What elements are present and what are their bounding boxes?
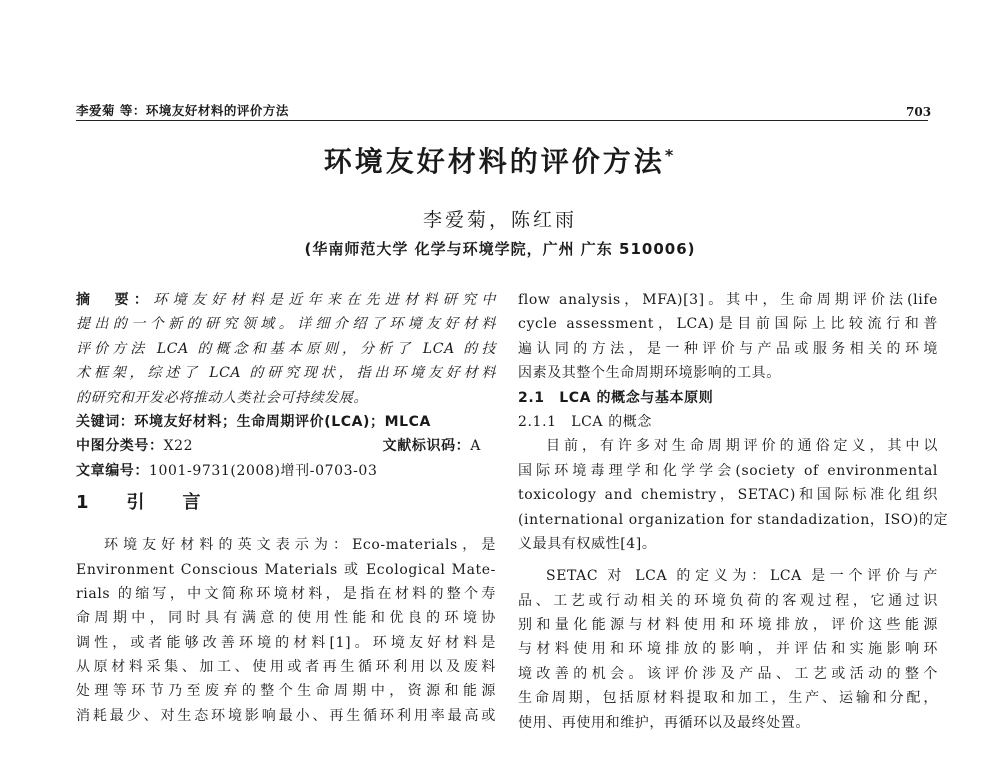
abstract-line: 的研究和开发必将推动人类社会可持续发展。	[76, 389, 368, 406]
clc-label: 中图分类号：	[76, 438, 164, 455]
body-line: 品、工艺或行动相关的环境负荷的客观过程，它通过识	[518, 592, 938, 609]
body-line: cycle assessment，LCA)是目前国际上比较流行和普	[518, 316, 938, 333]
right-column	[518, 288, 949, 735]
body-line: 命周期中，同时具有满意的使用性能和优良的环境协	[76, 610, 496, 627]
abstract-line: 摘 要：环境友好材料是近年来在先进材料研究中	[76, 292, 496, 308]
title-text: 环境友好材料的评价方法	[323, 145, 665, 178]
body-line: 从原材料采集、加工、使用或者再生循环利用以及废料	[76, 659, 496, 676]
body-line: 遍认同的方法，是一种评价与产品或服务相关的环境	[518, 340, 938, 357]
body-line: 义最具有权威性[4]。	[518, 535, 657, 552]
author-list: 李爱菊，陈红雨	[422, 209, 577, 231]
section-heading-2-1: 2.1 LCA 的概念与基本原则	[518, 389, 714, 406]
article-number	[76, 459, 496, 483]
body-line: SETAC 对 LCA 的定义为：LCA 是一个评价与产	[546, 568, 938, 585]
keywords-text: 环境友好材料；生命周期评价(LCA)；MLCA	[134, 413, 431, 430]
section-heading-intro: 1 引 言	[76, 492, 211, 514]
page-number: 703	[906, 105, 932, 119]
header-rule	[76, 120, 928, 121]
body-line: flow analysis，MFA)[3]。其中，生命周期评价法(life	[518, 292, 938, 308]
body-line: 境改善的机会。该评价涉及产品、工艺或活动的整个	[518, 665, 938, 682]
body-line: rials 的缩写，中文简称环境材料，是指在材料的整个寿	[76, 585, 496, 602]
abstract-label: 摘 要：	[76, 292, 154, 308]
body-line: 目前，有许多对生命周期评价的通俗定义，其中以	[546, 438, 938, 455]
body-line: 消耗最少、对生态环境影响最小、再生循环利用率最高或	[76, 707, 496, 724]
body-line: 因素及其整个生命周期环境影响的工具。	[518, 365, 781, 382]
abstract-line: 术框架，综述了 LCA 的研究现状，指出环境友好材料	[76, 365, 496, 382]
abstract-line: 提出的一个新的研究领域。详细介绍了环境友好材料	[76, 316, 496, 333]
body-line: 国际环境毒理学和化学学会(society of environmental	[518, 462, 938, 479]
body-line: 处理等环节乃至废弃的整个生命周期中，资源和能源	[76, 683, 496, 700]
keywords	[76, 410, 496, 434]
title-footnote-mark: *	[664, 145, 677, 165]
abstract-line: 评价方法 LCA 的概念和基本原则，分析了 LCA 的技	[76, 340, 496, 357]
affiliation: (华南师范大学 化学与环境学院，广州 广东 510006)	[304, 240, 696, 258]
body-line: 环境友好材料的英文表示为：Eco-materials，是	[104, 537, 496, 554]
classification-row	[76, 434, 481, 458]
keywords-label: 关键词：	[76, 413, 135, 430]
article-number-value: 1001-9731(2008)增刊-0703-03	[149, 462, 378, 479]
body-line: 与材料使用和环境排放的影响，并评估和实施影响环	[518, 641, 938, 658]
section-heading-2-1-1: 2.1.1 LCA 的概念	[518, 413, 652, 430]
doc-code-value: A	[470, 438, 481, 455]
article-title	[0, 140, 1000, 180]
article-number-label: 文章编号：	[76, 462, 149, 479]
body-line: 使用、再使用和维护，再循环以及最终处置。	[518, 714, 810, 731]
body-line: 调性，或者能够改善环境的材料[1]。环境友好材料是	[76, 634, 496, 651]
clc-value: X22	[163, 438, 194, 455]
body-line: 别和量化能源与材料使用和环境排放，评价这些能源	[518, 617, 938, 634]
body-line: 生命周期，包括原材料提取和加工，生产、运输和分配，	[518, 690, 938, 707]
body-line: (international organization for standadization，ISO)的定	[518, 511, 949, 528]
body-line: Environment Conscious Materials 或 Ecological Mate-	[76, 561, 496, 578]
doc-code-label: 文献标识码：	[382, 438, 471, 455]
body-line: toxicology and chemistry，SETAC)和国际标准化组织	[518, 487, 938, 504]
running-head: 李爱菊 等：环境友好材料的评价方法	[76, 103, 289, 118]
left-column	[76, 288, 496, 728]
